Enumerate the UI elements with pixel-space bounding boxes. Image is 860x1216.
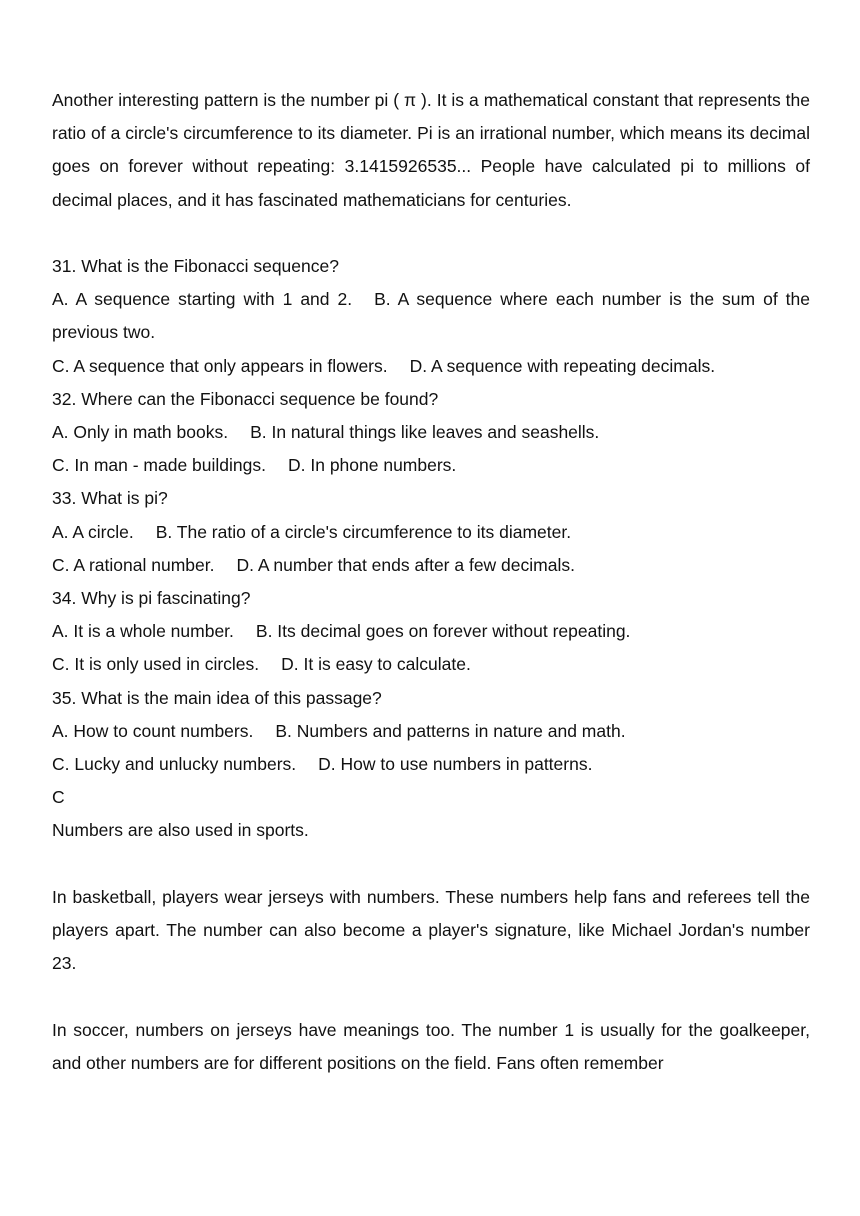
option-33-b: B. The ratio of a circle's circumference to its diameter. — [155, 521, 572, 542]
question-31: 31. What is the Fibonacci sequence? — [52, 256, 339, 276]
option-35-b: B. Numbers and patterns in nature and math. — [275, 720, 626, 741]
paragraph-spacer — [52, 980, 810, 1013]
question-34-options-ab — [52, 615, 810, 648]
option-33-c: C. A rational number. — [52, 554, 215, 575]
option-35-c: C. Lucky and unlucky numbers. — [52, 754, 297, 775]
option-35-d: D. How to use numbers in patterns. — [318, 754, 593, 775]
document-page — [52, 84, 810, 1080]
question-35-options-ab — [52, 715, 810, 748]
option-31-d: D. A sequence with repeating decimals. — [409, 355, 716, 376]
soccer-paragraph: In soccer, numbers on jerseys have meanings too. The number 1 is usually for the goalkeeper, and other numbers are for different positions on the field. Fans often remember — [52, 1019, 810, 1073]
option-31-b: B. A sequence where each number is the sum of the previous two. — [52, 289, 810, 343]
option-32-b: B. In natural things like leaves and seashells. — [250, 422, 600, 443]
option-34-c: C. It is only used in circles. — [52, 654, 260, 675]
question-34: 34. Why is pi fascinating? — [52, 588, 251, 609]
section-intro: Numbers are also used in sports. — [52, 820, 309, 841]
paragraph-spacer — [52, 217, 810, 250]
option-34-a: A. It is a whole number. — [52, 621, 234, 642]
question-31-options-cd — [52, 350, 810, 383]
question-31-options-ab — [52, 283, 810, 349]
question-32-options-cd — [52, 449, 810, 482]
question-35: 35. What is the main idea of this passage? — [52, 687, 382, 708]
paragraph-spacer — [52, 848, 810, 881]
question-32: 32. Where can the Fibonacci sequence be found? — [52, 388, 439, 409]
option-31-a: A. A sequence starting with 1 and 2. — [52, 289, 353, 310]
basketball-paragraph: In basketball, players wear jerseys with numbers. These numbers help fans and referees tell the players apart. The number can also become a player's signature, like Michael Jordan's number 23. — [52, 886, 810, 974]
section-letter: C — [52, 787, 65, 808]
question-33-options-ab — [52, 516, 810, 549]
question-34-options-cd — [52, 648, 810, 681]
option-34-d: D. It is easy to calculate. — [281, 654, 471, 675]
question-33-options-cd — [52, 549, 810, 582]
option-35-a: A. How to count numbers. — [52, 720, 254, 741]
question-32-options-ab — [52, 416, 810, 449]
option-32-c: C. In man - made buildings. — [52, 455, 266, 476]
question-35-options-cd — [52, 748, 810, 781]
option-33-d: D. A number that ends after a few decimals. — [236, 554, 575, 575]
question-33: 33. What is pi? — [52, 488, 168, 509]
option-33-a: A. A circle. — [52, 521, 134, 542]
pi-paragraph: Another interesting pattern is the number pi ( π ). It is a mathematical constant that represents the ratio of a circle's circumference to its diameter. Pi is an irrational number, which means its decimal goes on forever without repeating: 3.1415926535... People have calculated pi to millions of decimal places, and it has fascinated mathematicians for centuries. — [52, 90, 810, 210]
option-31-c: C. A sequence that only appears in flowers. — [52, 355, 388, 376]
option-32-a: A. Only in math books. — [52, 422, 229, 443]
option-32-d: D. In phone numbers. — [288, 455, 457, 476]
option-34-b: B. Its decimal goes on forever without repeating. — [255, 621, 631, 642]
